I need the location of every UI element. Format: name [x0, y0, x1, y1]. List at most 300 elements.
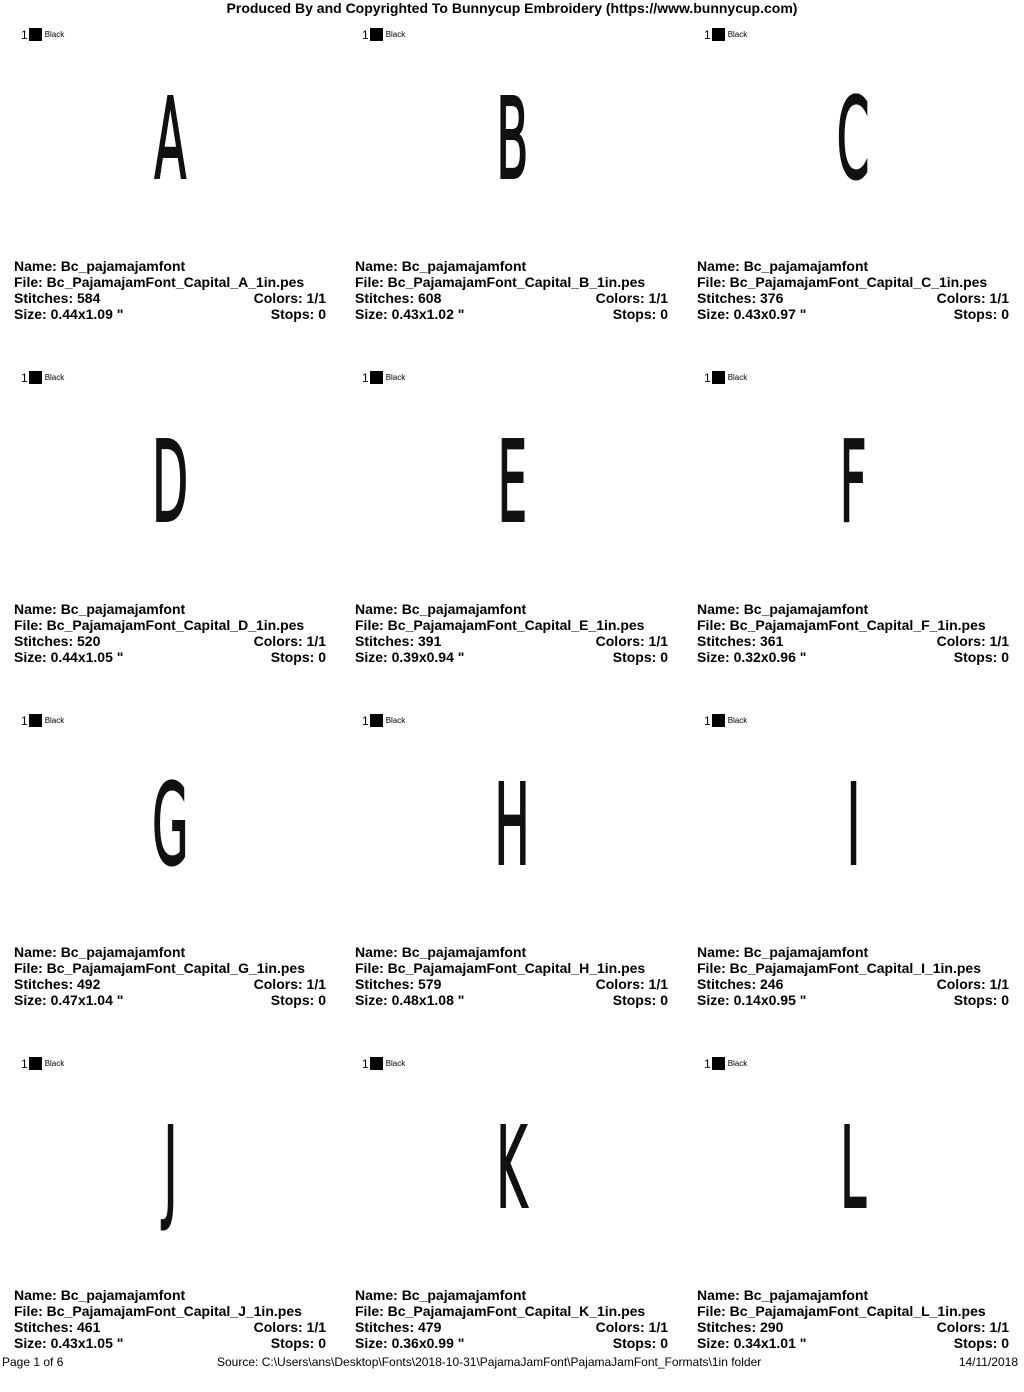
stops-text	[954, 649, 1009, 665]
name-text	[355, 258, 526, 274]
stops-label: Stops:	[953, 649, 998, 665]
design-preview	[0, 1104, 341, 1234]
name-text	[697, 601, 868, 617]
design-info	[697, 1287, 1009, 1351]
size-row	[14, 306, 326, 322]
swatch-number: 1	[704, 27, 711, 42]
name-row	[697, 258, 1009, 274]
size-label: Size:	[14, 649, 47, 665]
colors-label: Colors:	[936, 290, 986, 306]
stitches-row	[355, 976, 668, 992]
file-label: File:	[697, 274, 726, 290]
file-value: Bc_PajamajamFont_Capital_L_1in.pes	[729, 1303, 986, 1319]
design-card	[341, 363, 683, 706]
design-info	[14, 601, 326, 665]
colors-text	[254, 976, 326, 992]
file-row	[697, 617, 1009, 633]
size-row	[355, 1335, 668, 1351]
design-card	[341, 706, 683, 1049]
file-row	[697, 960, 1009, 976]
file-row	[355, 617, 668, 633]
name-text	[14, 1287, 185, 1303]
color-swatch-row	[704, 28, 747, 41]
colors-text	[596, 290, 668, 306]
color-swatch	[712, 28, 725, 41]
stitches-label: Stitches:	[14, 976, 74, 992]
colors-text	[937, 633, 1009, 649]
size-label: Size:	[14, 992, 47, 1008]
swatch-color-name: Black	[727, 373, 748, 382]
stops-value: 0	[1001, 1335, 1009, 1351]
size-value: 0.43x1.02 "	[391, 306, 465, 322]
design-preview	[341, 1104, 683, 1234]
stitches-label: Stitches:	[14, 290, 74, 306]
stitches-text	[355, 633, 441, 649]
colors-label: Colors:	[253, 1319, 303, 1335]
name-text	[14, 601, 185, 617]
stitches-label: Stitches:	[697, 633, 757, 649]
stitches-row	[697, 976, 1009, 992]
name-row	[355, 1287, 668, 1303]
colors-text	[937, 976, 1009, 992]
stitches-text	[697, 976, 783, 992]
stitches-row	[355, 290, 668, 306]
stops-label: Stops:	[953, 1335, 998, 1351]
swatch-color-name: Black	[44, 1059, 65, 1068]
swatch-number: 1	[21, 1056, 28, 1071]
size-label: Size:	[355, 992, 388, 1008]
design-preview	[683, 1104, 1024, 1234]
stops-value: 0	[1001, 992, 1009, 1008]
colors-value: 1/1	[648, 976, 668, 992]
size-text	[14, 306, 123, 322]
color-swatch-row	[362, 28, 405, 41]
source-path: Source: C:\Users\ans\Desktop\Fonts\2018-10-31\PajamaJamFont\PajamaJamFont_Formats\1in folder	[217, 1355, 762, 1369]
file-label: File:	[14, 274, 43, 290]
stitches-label: Stitches:	[355, 290, 415, 306]
page-footer	[0, 1354, 1024, 1370]
name-row	[697, 944, 1009, 960]
size-label: Size:	[697, 992, 730, 1008]
size-label: Size:	[355, 1335, 388, 1351]
letter-glyph: K	[496, 1104, 528, 1234]
file-text	[697, 960, 981, 976]
design-preview	[0, 75, 341, 205]
size-text	[355, 1335, 464, 1351]
colors-text	[937, 1319, 1009, 1335]
stitches-row	[14, 290, 326, 306]
size-text	[355, 992, 464, 1008]
file-text	[14, 960, 305, 976]
design-preview	[0, 761, 341, 891]
design-card	[683, 706, 1024, 1049]
file-value: Bc_PajamajamFont_Capital_B_1in.pes	[387, 274, 646, 290]
size-text	[14, 992, 123, 1008]
stops-text	[954, 1335, 1009, 1351]
color-swatch	[370, 1057, 383, 1070]
colors-text	[254, 1319, 326, 1335]
color-swatch-row	[704, 371, 747, 384]
size-value: 0.39x0.94 "	[391, 649, 465, 665]
colors-label: Colors:	[253, 290, 303, 306]
file-value: Bc_PajamajamFont_Capital_A_1in.pes	[46, 274, 305, 290]
stops-value: 0	[660, 1335, 668, 1351]
name-text	[14, 258, 185, 274]
stops-text	[613, 992, 668, 1008]
design-card	[683, 20, 1024, 363]
stops-value: 0	[660, 649, 668, 665]
size-label: Size:	[355, 306, 388, 322]
design-card	[341, 20, 683, 363]
design-preview	[683, 761, 1024, 891]
size-row	[14, 649, 326, 665]
color-swatch	[370, 371, 383, 384]
file-value: Bc_PajamajamFont_Capital_H_1in.pes	[387, 960, 646, 976]
colors-label: Colors:	[253, 633, 303, 649]
name-label: Name:	[355, 944, 398, 960]
color-swatch-row	[362, 1057, 405, 1070]
file-row	[355, 1303, 668, 1319]
letter-glyph: H	[494, 761, 530, 891]
colors-value: 1/1	[306, 976, 326, 992]
swatch-color-name: Black	[385, 716, 406, 725]
name-label: Name:	[697, 944, 740, 960]
name-value: Bc_pajamajamfont	[401, 1287, 527, 1303]
design-info	[355, 258, 668, 322]
stitches-value: 361	[760, 633, 784, 649]
file-value: Bc_PajamajamFont_Capital_I_1in.pes	[729, 960, 981, 976]
name-text	[355, 601, 526, 617]
design-card	[683, 363, 1024, 706]
colors-text	[254, 633, 326, 649]
stops-value: 0	[1001, 306, 1009, 322]
color-swatch	[370, 28, 383, 41]
stitches-row	[697, 290, 1009, 306]
swatch-color-name: Black	[385, 1059, 406, 1068]
size-row	[355, 649, 668, 665]
stitches-row	[14, 976, 326, 992]
name-value: Bc_pajamajamfont	[743, 944, 869, 960]
name-value: Bc_pajamajamfont	[401, 944, 527, 960]
file-value: Bc_PajamajamFont_Capital_F_1in.pes	[729, 617, 986, 633]
design-card	[0, 363, 341, 706]
name-text	[355, 944, 526, 960]
color-swatch-row	[21, 714, 64, 727]
letter-glyph: F	[839, 418, 868, 548]
file-value: Bc_PajamajamFont_Capital_G_1in.pes	[46, 960, 305, 976]
name-label: Name:	[697, 258, 740, 274]
color-swatch-row	[704, 714, 747, 727]
colors-text	[596, 1319, 668, 1335]
stitches-text	[697, 633, 783, 649]
name-row	[697, 1287, 1009, 1303]
stitches-text	[355, 1319, 441, 1335]
stitches-label: Stitches:	[355, 633, 415, 649]
stitches-text	[14, 290, 100, 306]
name-text	[697, 944, 868, 960]
stitches-text	[697, 1319, 783, 1335]
file-row	[14, 274, 326, 290]
design-info	[14, 258, 326, 322]
stops-label: Stops:	[270, 992, 315, 1008]
colors-label: Colors:	[253, 976, 303, 992]
file-label: File:	[697, 960, 726, 976]
colors-label: Colors:	[595, 1319, 645, 1335]
file-label: File:	[697, 617, 726, 633]
design-card	[683, 1049, 1024, 1392]
stops-text	[271, 306, 326, 322]
swatch-number: 1	[21, 27, 28, 42]
stitches-text	[697, 290, 783, 306]
size-value: 0.36x0.99 "	[391, 1335, 465, 1351]
size-text	[355, 306, 464, 322]
design-card	[0, 1049, 341, 1392]
name-value: Bc_pajamajamfont	[60, 601, 186, 617]
colors-value: 1/1	[989, 1319, 1009, 1335]
colors-value: 1/1	[989, 633, 1009, 649]
stitches-label: Stitches:	[697, 290, 757, 306]
stops-label: Stops:	[270, 1335, 315, 1351]
letter-glyph: G	[152, 761, 189, 891]
file-label: File:	[14, 1303, 43, 1319]
colors-label: Colors:	[936, 1319, 986, 1335]
page-number: Page 1 of 6	[2, 1355, 64, 1369]
colors-value: 1/1	[989, 290, 1009, 306]
letter-glyph: A	[154, 75, 187, 205]
colors-text	[596, 633, 668, 649]
name-value: Bc_pajamajamfont	[401, 601, 527, 617]
stops-text	[271, 1335, 326, 1351]
file-text	[697, 617, 986, 633]
page-header: Produced By and Copyrighted To Bunnycup Embroidery (https://www.bunnycup.com)	[226, 0, 798, 16]
file-value: Bc_PajamajamFont_Capital_J_1in.pes	[46, 1303, 302, 1319]
size-label: Size:	[14, 1335, 47, 1351]
letter-glyph: J	[163, 1104, 178, 1234]
color-swatch	[29, 714, 42, 727]
stitches-value: 391	[418, 633, 442, 649]
design-info	[355, 601, 668, 665]
colors-label: Colors:	[595, 633, 645, 649]
name-label: Name:	[355, 601, 398, 617]
design-preview	[683, 75, 1024, 205]
size-row	[14, 992, 326, 1008]
design-preview	[683, 418, 1024, 548]
file-row	[355, 274, 668, 290]
size-label: Size:	[14, 306, 47, 322]
design-info	[697, 944, 1009, 1008]
letter-glyph: C	[837, 75, 870, 205]
stitches-label: Stitches:	[14, 1319, 74, 1335]
color-swatch	[29, 28, 42, 41]
design-preview	[341, 75, 683, 205]
file-label: File:	[14, 960, 43, 976]
name-row	[14, 1287, 326, 1303]
swatch-number: 1	[362, 370, 369, 385]
stitches-value: 492	[77, 976, 101, 992]
stitches-label: Stitches:	[355, 1319, 415, 1335]
swatch-number: 1	[704, 370, 711, 385]
stops-label: Stops:	[270, 649, 315, 665]
swatch-color-name: Black	[44, 30, 65, 39]
swatch-color-name: Black	[385, 30, 406, 39]
color-swatch-row	[704, 1057, 747, 1070]
size-text	[355, 649, 464, 665]
stitches-text	[14, 1319, 100, 1335]
file-label: File:	[355, 274, 384, 290]
swatch-color-name: Black	[385, 373, 406, 382]
name-label: Name:	[14, 944, 57, 960]
color-swatch	[29, 371, 42, 384]
file-text	[355, 617, 644, 633]
name-value: Bc_pajamajamfont	[401, 258, 527, 274]
size-text	[697, 306, 806, 322]
colors-label: Colors:	[595, 976, 645, 992]
stitches-value: 520	[77, 633, 101, 649]
file-row	[14, 1303, 326, 1319]
stops-value: 0	[660, 306, 668, 322]
file-text	[14, 274, 304, 290]
stitches-value: 608	[418, 290, 442, 306]
name-label: Name:	[355, 1287, 398, 1303]
swatch-number: 1	[21, 713, 28, 728]
stitches-value: 584	[77, 290, 101, 306]
stops-text	[271, 992, 326, 1008]
size-value: 0.14x0.95 "	[733, 992, 807, 1008]
swatch-number: 1	[362, 713, 369, 728]
color-swatch	[712, 1057, 725, 1070]
stitches-row	[355, 1319, 668, 1335]
size-value: 0.47x1.04 "	[50, 992, 124, 1008]
file-text	[697, 1303, 986, 1319]
name-label: Name:	[14, 258, 57, 274]
size-row	[355, 306, 668, 322]
color-swatch	[29, 1057, 42, 1070]
name-value: Bc_pajamajamfont	[60, 944, 186, 960]
name-value: Bc_pajamajamfont	[60, 1287, 186, 1303]
swatch-number: 1	[362, 1056, 369, 1071]
design-info	[14, 1287, 326, 1351]
file-row	[14, 960, 326, 976]
size-value: 0.32x0.96 "	[733, 649, 807, 665]
swatch-color-name: Black	[727, 30, 748, 39]
design-info	[355, 1287, 668, 1351]
design-preview	[341, 418, 683, 548]
swatch-number: 1	[362, 27, 369, 42]
swatch-number: 1	[704, 713, 711, 728]
stitches-row	[14, 633, 326, 649]
size-row	[14, 1335, 326, 1351]
colors-value: 1/1	[648, 1319, 668, 1335]
file-label: File:	[355, 960, 384, 976]
letter-glyph: B	[495, 75, 529, 205]
name-row	[697, 601, 1009, 617]
colors-value: 1/1	[989, 976, 1009, 992]
size-label: Size:	[697, 649, 730, 665]
print-date: 14/11/2018	[958, 1355, 1018, 1369]
stops-value: 0	[318, 649, 326, 665]
color-swatch-row	[362, 714, 405, 727]
name-label: Name:	[355, 258, 398, 274]
file-row	[697, 1303, 1009, 1319]
colors-value: 1/1	[306, 1319, 326, 1335]
file-value: Bc_PajamajamFont_Capital_E_1in.pes	[387, 617, 645, 633]
stitches-value: 376	[760, 290, 784, 306]
swatch-color-name: Black	[44, 716, 65, 725]
colors-value: 1/1	[306, 290, 326, 306]
letter-glyph: I	[846, 761, 861, 891]
file-value: Bc_PajamajamFont_Capital_D_1in.pes	[46, 617, 305, 633]
size-value: 0.43x1.05 "	[50, 1335, 124, 1351]
color-swatch-row	[21, 28, 64, 41]
swatch-color-name: Black	[727, 1059, 748, 1068]
size-label: Size:	[355, 649, 388, 665]
color-swatch	[712, 371, 725, 384]
stops-text	[613, 649, 668, 665]
name-row	[14, 258, 326, 274]
colors-label: Colors:	[936, 633, 986, 649]
file-text	[355, 274, 645, 290]
colors-label: Colors:	[936, 976, 986, 992]
stops-value: 0	[1001, 649, 1009, 665]
name-value: Bc_pajamajamfont	[743, 1287, 869, 1303]
colors-text	[254, 290, 326, 306]
design-grid	[0, 20, 1024, 1392]
color-swatch-row	[21, 371, 64, 384]
size-text	[697, 649, 806, 665]
name-value: Bc_pajamajamfont	[60, 258, 186, 274]
size-label: Size:	[697, 306, 730, 322]
name-value: Bc_pajamajamfont	[743, 601, 869, 617]
swatch-color-name: Black	[44, 373, 65, 382]
size-value: 0.44x1.09 "	[50, 306, 124, 322]
size-row	[697, 649, 1009, 665]
stops-label: Stops:	[612, 1335, 657, 1351]
size-value: 0.34x1.01 "	[733, 1335, 807, 1351]
file-text	[355, 960, 645, 976]
design-card	[341, 1049, 683, 1392]
file-row	[697, 274, 1009, 290]
colors-label: Colors:	[595, 290, 645, 306]
stitches-value: 479	[418, 1319, 442, 1335]
stops-text	[271, 649, 326, 665]
file-value: Bc_PajamajamFont_Capital_K_1in.pes	[387, 1303, 646, 1319]
stitches-row	[697, 633, 1009, 649]
color-swatch-row	[362, 371, 405, 384]
size-text	[14, 649, 123, 665]
size-text	[697, 992, 806, 1008]
colors-text	[596, 976, 668, 992]
file-value: Bc_PajamajamFont_Capital_C_1in.pes	[729, 274, 988, 290]
design-card	[0, 20, 341, 363]
stitches-text	[355, 976, 441, 992]
stops-text	[613, 306, 668, 322]
letter-glyph: L	[840, 1104, 867, 1234]
stitches-label: Stitches:	[697, 976, 757, 992]
name-row	[355, 601, 668, 617]
name-label: Name:	[14, 1287, 57, 1303]
name-row	[14, 601, 326, 617]
name-text	[697, 1287, 868, 1303]
name-row	[355, 258, 668, 274]
size-value: 0.43x0.97 "	[733, 306, 807, 322]
size-label: Size:	[697, 1335, 730, 1351]
file-label: File:	[355, 617, 384, 633]
name-label: Name:	[697, 1287, 740, 1303]
file-text	[355, 1303, 645, 1319]
size-row	[697, 992, 1009, 1008]
stitches-value: 246	[760, 976, 784, 992]
stitches-value: 579	[418, 976, 442, 992]
